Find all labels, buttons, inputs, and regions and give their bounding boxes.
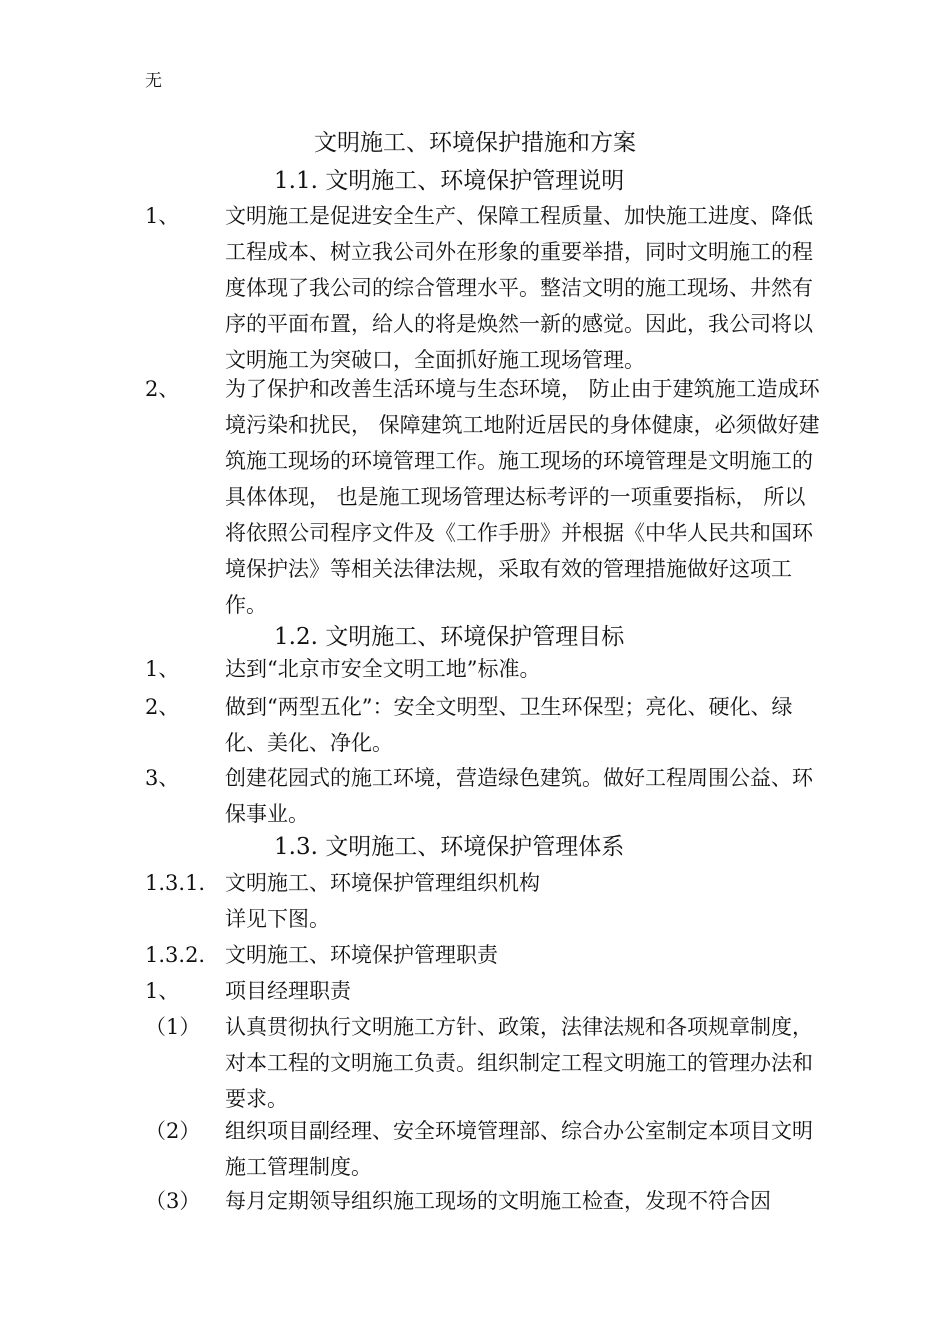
list-item: [145, 1183, 825, 1219]
list-item: [145, 973, 825, 1009]
item-number: 2、: [145, 377, 180, 401]
item-text: 认真贯彻执行文明施工方针、政策，法律法规和各项规章制度，对本工程的文明施工负责。组织制定工程文明施工的管理办法和要求。: [225, 1015, 813, 1111]
section-heading-1-2: 1.2. 文明施工、环境保护管理目标: [274, 624, 625, 650]
item-number: （3）: [145, 1189, 201, 1213]
list-item: [145, 651, 825, 687]
item-text: 组织项目副经理、安全环境管理部、综合办公室制定本项目文明施工管理制度。: [225, 1119, 813, 1179]
subsection-title: 文明施工、环境保护管理职责: [225, 943, 498, 967]
subsection-title: 文明施工、环境保护管理组织机构: [225, 871, 540, 895]
subsection-heading-1-3-2: [145, 937, 825, 973]
note-text: 详见下图。: [225, 907, 330, 931]
list-item: [145, 371, 825, 623]
subsection-number: 1.3.1.: [145, 871, 206, 895]
item-number: 1、: [145, 979, 180, 1003]
item-text: 每月定期领导组织施工现场的文明施工检查，发现不符合因: [225, 1189, 771, 1213]
list-item: [145, 1009, 825, 1117]
list-item: [145, 689, 825, 761]
item-number: 1、: [145, 657, 180, 681]
item-text: 文明施工是促进安全生产、保障工程质量、加快施工进度、降低工程成本、树立我公司外在形象的重要举措，同时文明施工的程度体现了我公司的综合管理水平。整洁文明的施工现场、井然有序的平面布置，给人的将是焕然一新的感觉。因此，我公司将以文明施工为突破口，全面抓好施工现场管理。: [225, 204, 813, 372]
item-number: 2、: [145, 695, 180, 719]
item-text: 项目经理职责: [225, 979, 351, 1003]
section-heading-1-1: 1.1. 文明施工、环境保护管理说明: [274, 168, 625, 194]
item-number: 3、: [145, 766, 180, 790]
list-item: [145, 1113, 825, 1185]
item-text: 做到“两型五化”：安全文明型、卫生环保型；亮化、硬化、绿化、美化、净化。: [225, 695, 793, 755]
note-line: [145, 901, 825, 937]
item-text: 创建花园式的施工环境，营造绿色建筑。做好工程周围公益、环保事业。: [225, 766, 813, 826]
section-heading-1-3: 1.3. 文明施工、环境保护管理体系: [274, 834, 625, 860]
subsection-number: 1.3.2.: [145, 943, 206, 967]
item-number: 1、: [145, 204, 180, 228]
list-item: [145, 760, 825, 832]
item-number: （1）: [145, 1015, 201, 1039]
list-item: [145, 198, 825, 378]
item-text: 为了保护和改善生活环境与生态环境， 防止由于建筑施工造成环境污染和扰民， 保障建筑工地附近居民的身体健康，必须做好建筑施工现场的环境管理工作。施工现场的环境管理是文明施工的具体体现， 也是施工现场管理达标考评的一项重要指标， 所以将依照公司程序文件及《工作手册》并根据《中华人民共和国环境保护法》等相关法律法规，采取有效的管理措施做好这项工作。: [225, 377, 820, 617]
page-header: 无: [145, 71, 162, 91]
subsection-heading-1-3-1: [145, 865, 825, 901]
item-text: 达到“北京市安全文明工地”标准。: [225, 657, 541, 681]
document-title: 文明施工、环境保护措施和方案: [314, 130, 636, 156]
item-number: （2）: [145, 1119, 201, 1143]
